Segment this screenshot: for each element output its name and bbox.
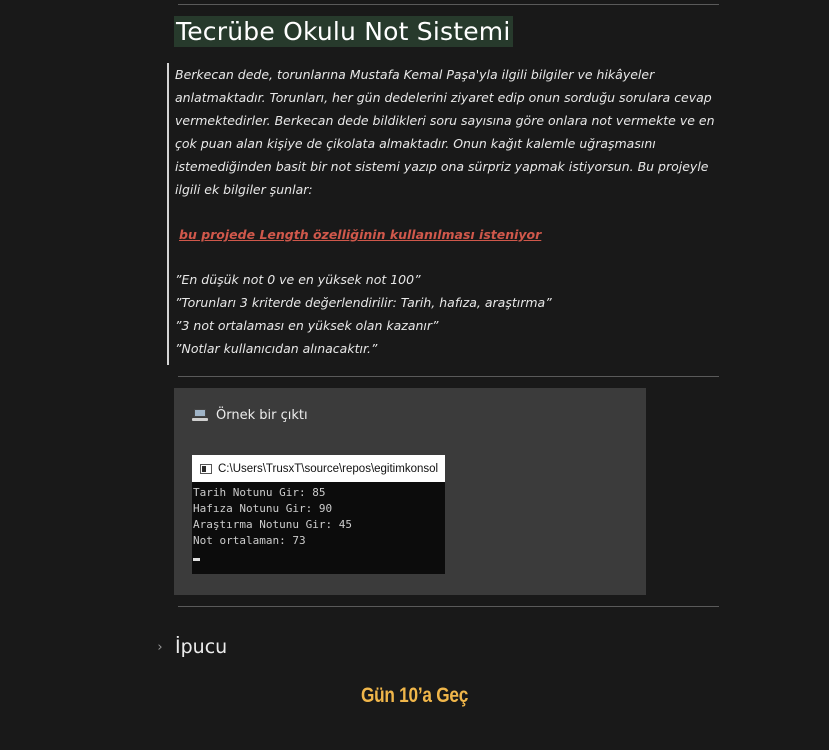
rule-item: ”Torunları 3 kriterde değerlendirilir: Tarih, hafıza, araştırma” [175, 295, 552, 310]
sample-output-heading: Örnek bir çıktı [216, 407, 308, 423]
requirement-note[interactable]: bu projede Length özelliğinin kullanılması isteniyor [179, 227, 542, 242]
rule-item: ”Notlar kullanıcıdan alınacaktır.” [175, 341, 378, 356]
console-app-icon [200, 464, 212, 474]
page-title: Tecrübe Okulu Not Sistemi [176, 17, 511, 46]
console-screenshot [192, 455, 445, 574]
sample-output-header [192, 406, 308, 424]
top-divider [178, 4, 719, 5]
console-output [192, 482, 445, 566]
console-line: Not ortalaman: 73 [193, 534, 306, 547]
description-quote [167, 63, 729, 365]
console-cursor [193, 558, 200, 561]
console-title: C:\Users\TrusxT\source\repos\egitimkonsol [218, 462, 439, 475]
console-line: Araştırma Notunu Gir: 45 [193, 518, 352, 531]
description-paragraph: Berkecan dede, torunlarına Mustafa Kemal Paşa'yla ilgili bilgiler ve hikâyeler anlatmaktadır. Torunları, her gün dedelerini ziyaret edip onun sorduğu sorulara cevap vermektedirler. Berkecan dede bildikleri soru sayısına göre onlara not vermekte ve en çok puan alan kişiye de çikolata almaktadır. Onun kağıt kalemle uğraşmasını istemediğinden basit bir not sistemi yazıp ona sürpriz yapmak istiyorsun. Bu projeyle ilgili ek bilgiler şunlar: [175, 67, 715, 197]
rule-item: ”3 not ortalaması en yüksek olan kazanır” [175, 318, 439, 333]
divider [178, 376, 719, 377]
hint-toggle[interactable] [155, 636, 227, 658]
rule-item: ”En düşük not 0 ve en yüksek not 100” [175, 272, 421, 287]
console-line: Hafıza Notunu Gir: 90 [193, 502, 333, 515]
chevron-right-icon[interactable]: › [157, 639, 163, 655]
console-titlebar [192, 455, 445, 482]
next-day-link[interactable]: Gün 10’a Geç [360, 684, 469, 707]
divider [178, 606, 719, 607]
sample-output-callout [174, 388, 646, 595]
hint-toggle-label[interactable]: İpucu [175, 636, 228, 658]
laptop-icon [192, 409, 208, 421]
rules-list [175, 268, 715, 360]
console-line: Tarih Notunu Gir: 85 [193, 486, 326, 499]
